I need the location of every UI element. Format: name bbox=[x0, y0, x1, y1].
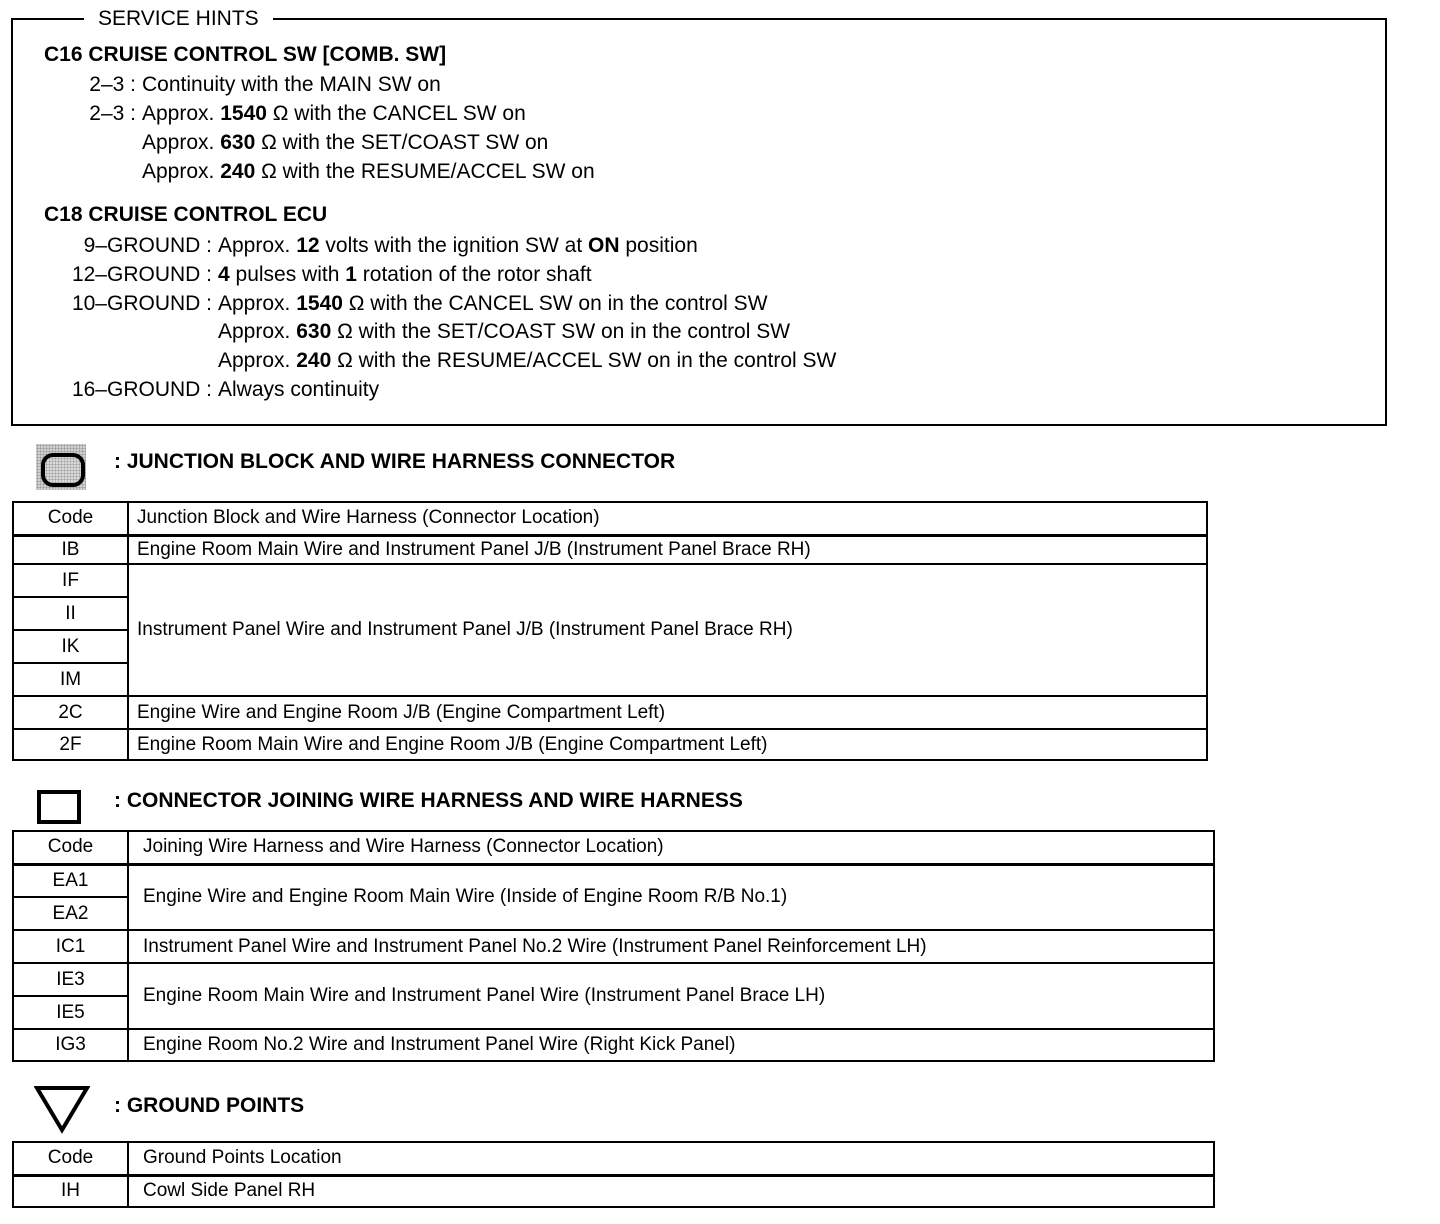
c16-heading: C16 CRUISE CONTROL SW [COMB. SW] bbox=[44, 43, 447, 66]
desc-cell: Engine Room Main Wire and Engine Room J/B (Engine Compartment Left) bbox=[128, 729, 1207, 760]
c16-line-4: Approx. 240 Ω with the RESUME/ACCEL SW on bbox=[142, 160, 595, 183]
table-row bbox=[13, 729, 1207, 760]
c18-line-6: Always continuity bbox=[218, 378, 380, 401]
table-row bbox=[13, 1029, 1214, 1061]
c18-line-3: Approx. 1540 Ω with the CANCEL SW on in the control SW bbox=[218, 292, 768, 315]
code-cell: IM bbox=[13, 663, 128, 696]
service-hints-title: SERVICE HINTS bbox=[84, 6, 273, 32]
col-desc-header: Junction Block and Wire Harness (Connector Location) bbox=[128, 502, 1207, 535]
c18-line-2: 4 pulses with 1 rotation of the rotor shaft bbox=[218, 263, 592, 286]
connector-table bbox=[12, 830, 1215, 1062]
c16-line-2: Approx. 1540 Ω with the CANCEL SW on bbox=[142, 102, 526, 125]
table-header-row bbox=[13, 1142, 1214, 1175]
desc-cell: Engine Wire and Engine Room Main Wire (Inside of Engine Room R/B No.1) bbox=[128, 864, 1214, 930]
code-cell: IK bbox=[13, 630, 128, 663]
code-cell: IB bbox=[13, 535, 128, 564]
col-code-header: Code bbox=[13, 831, 128, 864]
code-cell: IG3 bbox=[13, 1029, 128, 1061]
c18-label-6: 16–GROUND : bbox=[71, 378, 212, 401]
desc-cell: Engine Room Main Wire and Instrument Panel J/B (Instrument Panel Brace RH) bbox=[128, 535, 1207, 564]
junction-table bbox=[12, 501, 1208, 761]
table-row bbox=[13, 864, 1214, 897]
c18-heading: C18 CRUISE CONTROL ECU bbox=[44, 203, 328, 226]
table-row bbox=[13, 564, 1207, 597]
desc-cell: Instrument Panel Wire and Instrument Panel J/B (Instrument Panel Brace RH) bbox=[128, 564, 1207, 696]
c18-label-2: 12–GROUND : bbox=[71, 263, 212, 286]
col-desc-header: Joining Wire Harness and Wire Harness (Connector Location) bbox=[128, 831, 1214, 864]
col-code-header: Code bbox=[13, 1142, 128, 1175]
table-row bbox=[13, 930, 1214, 963]
code-cell: IH bbox=[13, 1175, 128, 1207]
c18-label-1: 9–GROUND : bbox=[83, 234, 212, 257]
c18-line-1: Approx. 12 volts with the ignition SW at ON position bbox=[218, 234, 698, 257]
code-cell: IF bbox=[13, 564, 128, 597]
code-cell: EA1 bbox=[13, 864, 128, 897]
code-cell: IC1 bbox=[13, 930, 128, 963]
table-row bbox=[13, 535, 1207, 564]
desc-cell: Instrument Panel Wire and Instrument Panel No.2 Wire (Instrument Panel Reinforcement LH) bbox=[128, 930, 1214, 963]
c18-line-5: Approx. 240 Ω with the RESUME/ACCEL SW on in the control SW bbox=[218, 349, 837, 372]
c16-line-1: Continuity with the MAIN SW on bbox=[142, 73, 441, 96]
code-cell: II bbox=[13, 597, 128, 630]
code-cell: 2F bbox=[13, 729, 128, 760]
connector-heading: : CONNECTOR JOINING WIRE HARNESS AND WIRE HARNESS bbox=[114, 789, 743, 812]
desc-cell: Cowl Side Panel RH bbox=[128, 1175, 1214, 1207]
desc-cell: Engine Room Main Wire and Instrument Panel Wire (Instrument Panel Brace LH) bbox=[128, 963, 1214, 1029]
table-row bbox=[13, 696, 1207, 729]
table-header-row bbox=[13, 502, 1207, 535]
c16-line-3: Approx. 630 Ω with the SET/COAST SW on bbox=[142, 131, 549, 154]
table-row bbox=[13, 963, 1214, 996]
desc-cell: Engine Room No.2 Wire and Instrument Panel Wire (Right Kick Panel) bbox=[128, 1029, 1214, 1061]
table-row bbox=[13, 1175, 1214, 1207]
code-cell: EA2 bbox=[13, 897, 128, 930]
table-header-row bbox=[13, 831, 1214, 864]
ground-heading: : GROUND POINTS bbox=[114, 1094, 305, 1117]
c18-label-3: 10–GROUND : bbox=[71, 292, 212, 315]
code-cell: IE5 bbox=[13, 996, 128, 1029]
col-code-header: Code bbox=[13, 502, 128, 535]
code-cell: 2C bbox=[13, 696, 128, 729]
c16-label-1: 2–3 : bbox=[89, 73, 136, 96]
junction-block-icon bbox=[36, 444, 86, 490]
desc-cell: Engine Wire and Engine Room J/B (Engine Compartment Left) bbox=[128, 696, 1207, 729]
col-desc-header: Ground Points Location bbox=[128, 1142, 1214, 1175]
connector-square-icon bbox=[37, 790, 81, 824]
ground-triangle-icon bbox=[34, 1084, 90, 1134]
c16-label-2: 2–3 : bbox=[89, 102, 136, 125]
c18-line-4: Approx. 630 Ω with the SET/COAST SW on in the control SW bbox=[218, 320, 791, 343]
ground-table bbox=[12, 1141, 1215, 1208]
junction-heading: : JUNCTION BLOCK AND WIRE HARNESS CONNECTOR bbox=[114, 450, 676, 473]
code-cell: IE3 bbox=[13, 963, 128, 996]
